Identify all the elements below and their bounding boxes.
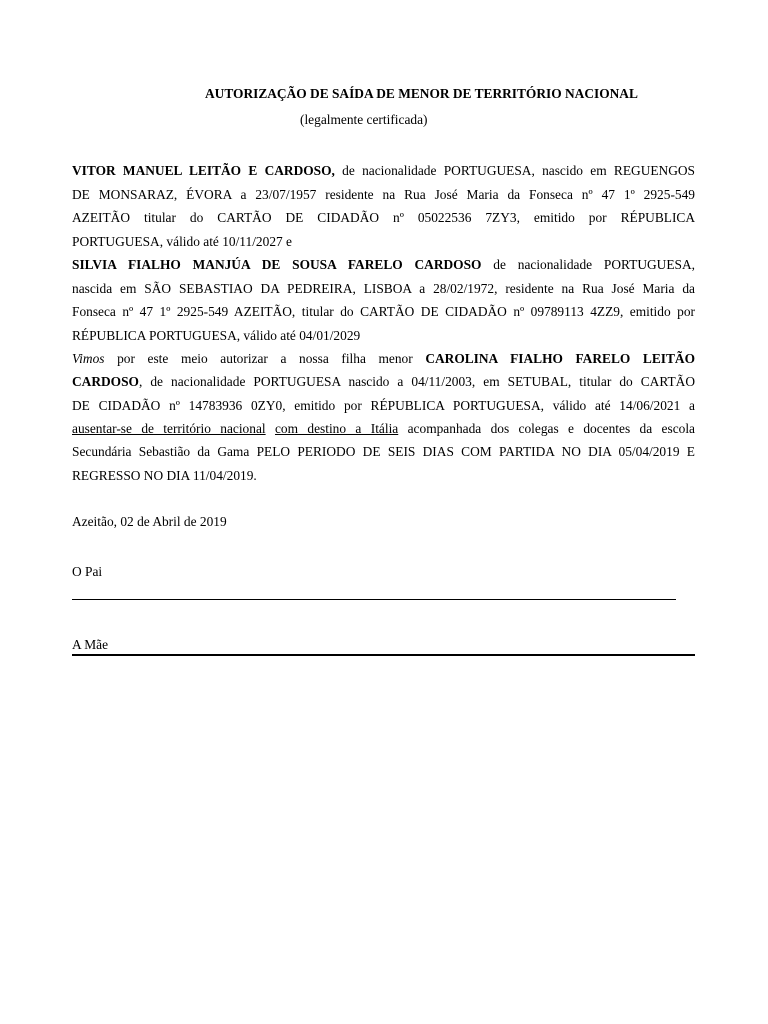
paragraph-authorization-line-3: DE CIDADÃO nº 14783936 0ZY0, emitido por RÉPUBLICA PORTUGUESA, válido até 14/06/2021 a [72,398,695,413]
father-signature-label: O Pai [72,564,103,579]
authorization-line-1-text: por este meio autorizar a nossa filha menor [104,351,426,366]
paragraph-father-line-3: AZEITÃO titular do CARTÃO DE CIDADÃO nº 05022536 7ZY3, emitido por RÉPUBLICA [72,210,695,225]
paragraph-authorization-line-6: REGRESSO NO DIA 11/04/2019. [72,468,257,483]
mother-line-1-text: de nacionalidade PORTUGUESA, [481,257,695,272]
paragraph-authorization-line-1 [72,351,695,367]
father-signature-line[interactable] [72,599,676,600]
paragraph-father-line-1 [72,163,695,179]
destination-phrase: com destino a Itália [274,421,399,436]
mother-signature-line[interactable] [72,654,695,656]
place-and-date: Azeitão, 02 de Abril de 2019 [72,514,227,529]
minor-name-part-1: CAROLINA FIALHO FARELO LEITÃO [425,351,695,366]
paragraph-mother-line-3: Fonseca nº 47 1º 2925-549 AZEITÃO, titular do CARTÃO DE CIDADÃO nº 09789113 4ZZ9, emitido por [72,304,695,319]
mother-name: SILVIA FIALHO MANJÚA DE SOUSA FARELO CARDOSO [72,257,482,272]
paragraph-father-line-2: DE MONSARAZ, ÉVORA a 23/07/1957 residente na Rua José Maria da Fonseca nº 47 1º 2925-549 [72,187,695,202]
authorization-line-2-text: , de nacionalidade PORTUGUESA nascido a 04/11/2003, em SETUBAL, titular do CARTÃO [138,374,695,389]
vimos-word: Vimos [72,351,105,366]
leave-territory-phrase: ausentar-se de território nacional [72,421,266,436]
paragraph-authorization-line-2 [72,374,695,390]
paragraph-mother-line-2: nascida em SÃO SEBASTIAO DA PEDREIRA, LISBOA a 28/02/1972, residente na Rua José Maria da [72,281,695,296]
mother-signature-label: A Mãe [72,637,109,652]
minor-name-part-2: CARDOSO [72,374,139,389]
document-title: AUTORIZAÇÃO DE SAÍDA DE MENOR DE TERRITÓRIO NACIONAL [205,86,638,101]
paragraph-father-line-4: PORTUGUESA, válido até 10/11/2027 e [72,234,292,249]
paragraph-mother-line-1 [72,257,695,273]
authorization-line-4-text: acompanhada dos colegas e docentes da escola [398,421,695,436]
document-subtitle: (legalmente certificada) [300,112,428,127]
paragraph-mother-line-4: RÉPUBLICA PORTUGUESA, válido até 04/01/2029 [72,328,361,343]
father-name: VITOR MANUEL LEITÃO E CARDOSO, [72,163,335,178]
father-line-1-text: de nacionalidade PORTUGUESA, nascido em REGUENGOS [334,163,695,178]
paragraph-authorization-line-4 [72,421,695,437]
paragraph-authorization-line-5: Secundária Sebastião da Gama PELO PERIODO DE SEIS DIAS COM PARTIDA NO DIA 05/04/2019 E [72,444,695,459]
